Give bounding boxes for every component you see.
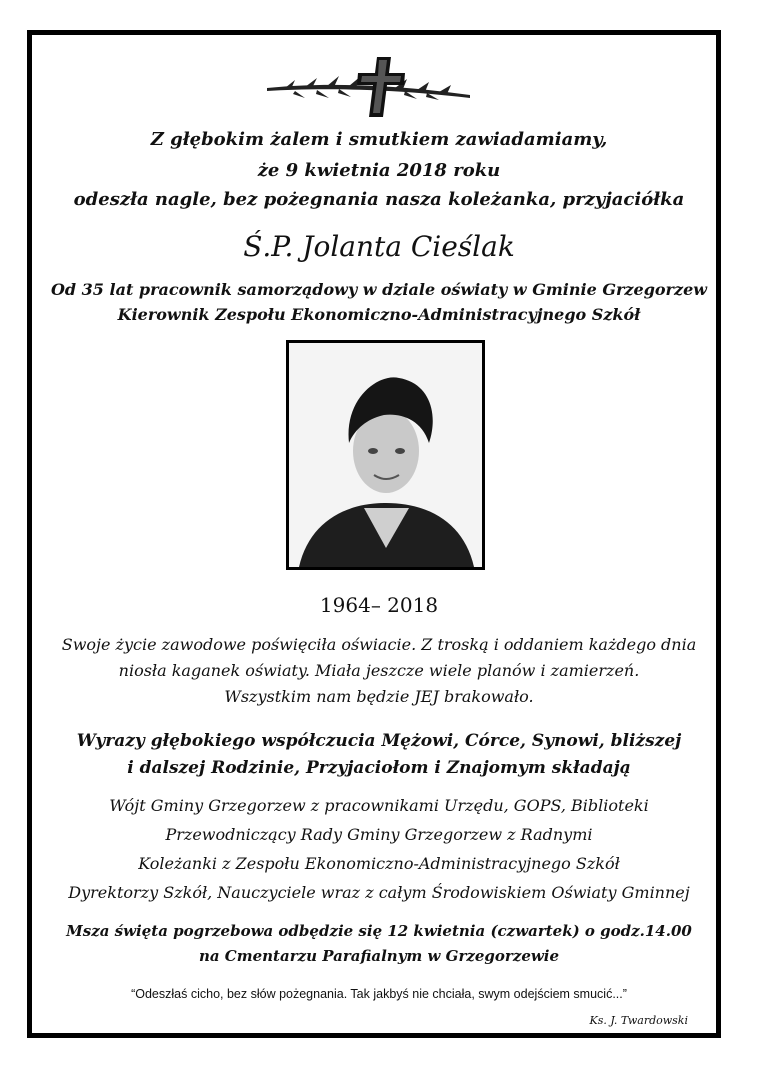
portrait-photo [286,340,485,570]
cross-with-palm-icon [265,55,475,120]
deceased-name: Ś.P. Jolanta Cieślak [243,230,515,263]
sender-line-1: Wójt Gminy Grzegorzew z pracownikami Urzędu, GOPS, Biblioteki [109,796,649,815]
mass-line-1: Msza święta pogrzebowa odbędzie się 12 kwietnia (czwartek) o godz.14.00 [66,922,692,940]
position-line-2: Kierownik Zespołu Ekonomiczno-Administracyjnego Szkół [117,305,641,324]
tribute-line-3: Wszystkim nam będzie JEJ brakowało. [224,687,534,706]
tribute-line-1: Swoje życie zawodowe poświęciła oświacie. Z troską i oddaniem każdego dnia [61,635,697,654]
sender-line-2: Przewodniczący Rady Gminy Grzegorzew z Radnymi [165,825,593,844]
sender-line-3: Koleżanki z Zespołu Ekonomiczno-Administracyjnego Szkół [138,854,620,873]
sender-line-4: Dyrektorzy Szkół, Nauczyciele wraz z całym Środowiskiem Oświaty Gminnej [68,883,690,902]
header-line-2: że 9 kwietnia 2018 roku [257,160,501,181]
position-line-1: Od 35 lat pracownik samorządowy w dziale oświaty w Gminie Grzegorzew [50,280,708,299]
quote-text: “Odeszłaś cicho, bez słów pożegnania. Tak jakbyś nie chciała, swym odejściem smucić...” [131,987,627,1001]
condolences-line-2: i dalszej Rodzinie, Przyjaciołom i Znajomym składają [127,758,631,778]
header-line-3: odeszła nagle, bez pożegnania nasza koleżanka, przyjaciółka [73,189,685,210]
quote-author: Ks. J. Twardowski [589,1014,688,1027]
mass-line-2: na Cmentarzu Parafialnym w Grzegorzewie [198,947,560,965]
life-years: 1964– 2018 [319,593,439,617]
tribute-line-2: niosła kaganek oświaty. Miała jeszcze wiele planów i zamierzeń. [118,661,640,680]
header-line-1: Z głębokim żalem i smutkiem zawiadamiamy, [150,129,608,150]
condolences-line-1: Wyrazy głębokiego współczucia Mężowi, Córce, Synowi, bliższej [76,731,682,751]
